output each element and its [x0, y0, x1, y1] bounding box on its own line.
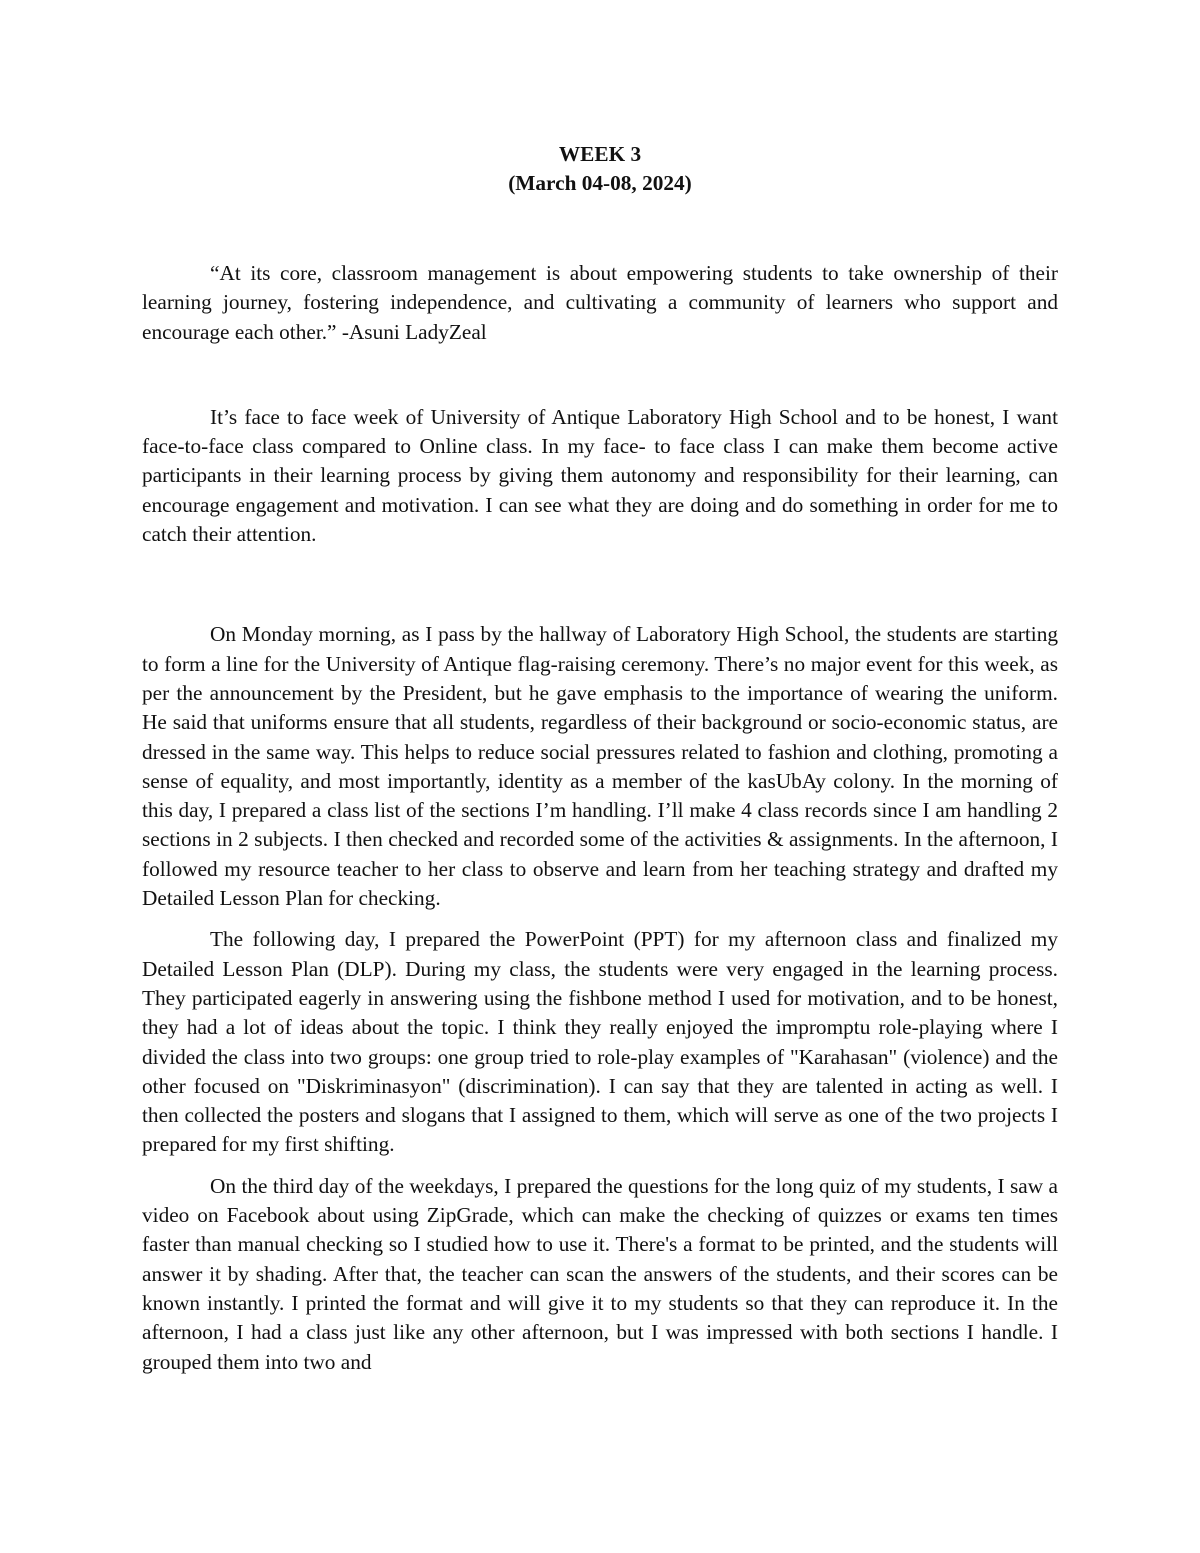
- week-title: WEEK 3: [558, 142, 642, 166]
- date-range: (March 04-08, 2024): [508, 171, 692, 195]
- opening-quote: “At its core, classroom management is about empowering students to take ownership of their learning journey, fostering independence, and cultivating a community of learners who support and encourage each other.” -Asuni LadyZeal: [142, 261, 1058, 344]
- paragraph-monday: On Monday morning, as I pass by the hallway of Laboratory High School, the students are starting to form a line for the University of Antique flag-raising ceremony. There’s no major event for this week, as per the announcement by the President, but he gave emphasis to the importance of wearing the uniform. He said that uniforms ensure that all students, regardless of their background or socio-economic status, are dressed in the same way. This helps to reduce social pressures related to fashion and clothing, promoting a sense of equality, and most importantly, identity as a member of the kasUbAy colony. In the morning of this day, I prepared a class list of the sections I’m handling. I’ll make 4 class records since I am handling 2 sections in 2 subjects. I then checked and recorded some of the activities & assignments. In the afternoon, I followed my resource teacher to her class to observe and learn from her teaching strategy and drafted my Detailed Lesson Plan for checking.: [142, 622, 1058, 911]
- document-header: [142, 140, 1058, 198]
- paragraph-wednesday: On the third day of the weekdays, I prepared the questions for the long quiz of my students, I saw a video on Facebook about using ZipGrade, which can make the checking of quizzes or exams ten times faster than manual checking so I studied how to use it. There's a format to be printed, and the students will answer it by shading. After that, the teacher can scan the answers of the students, and their scores can be known instantly. I printed the format and will give it to my students so that they can reproduce it. In the afternoon, I had a class just like any other afternoon, but I was impressed with both sections I handle. I grouped them into two and: [142, 1173, 1058, 1374]
- paragraph-intro: It’s face to face week of University of Antique Laboratory High School and to be honest, I want face-to-face class compared to Online class. In my face- to face class I can make them become active participants in their learning process by giving them autonomy and responsibility for their learning, can encourage engagement and motivation. I can see what they are doing and do something in order for me to catch their attention.: [142, 404, 1058, 547]
- paragraph-tuesday: The following day, I prepared the PowerPoint (PPT) for my afternoon class and finalized my Detailed Lesson Plan (DLP). During my class, the students were very engaged in the learning process. They participated eagerly in answering using the fishbone method I used for motivation, and to be honest, they had a lot of ideas about the topic. I think they really enjoyed the impromptu role-playing where I divided the class into two groups: one group tried to role-play examples of "Karahasan" (violence) and the other focused on "Diskriminasyon" (discrimination). I can say that they are talented in acting as well. I then collected the posters and slogans that I assigned to them, which will serve as one of the two projects I prepared for my first shifting.: [142, 927, 1058, 1157]
- document-page: [142, 140, 1058, 1377]
